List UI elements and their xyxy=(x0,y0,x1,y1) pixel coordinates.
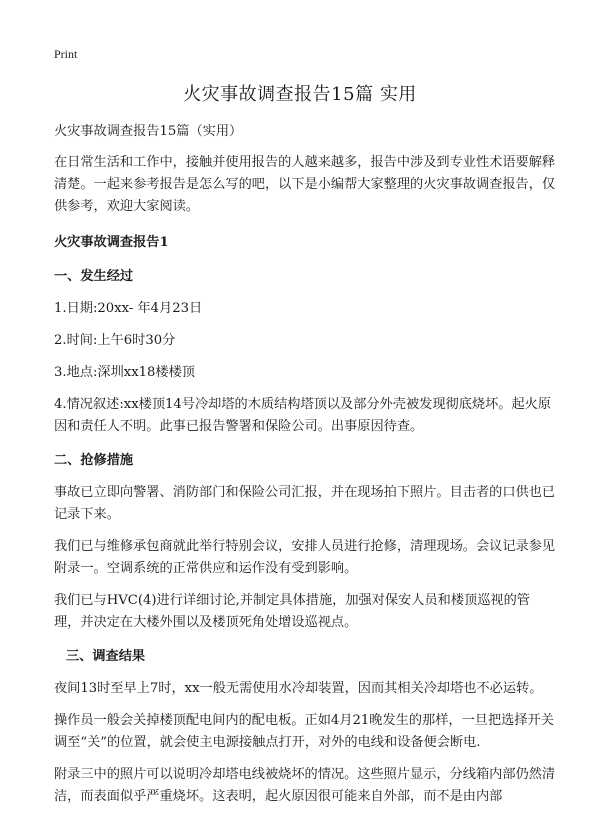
paragraph: 附录三中的照片可以说明冷却塔电线被烧坏的情况。这些照片显示，分线箱内部仍然清洁，而表面似乎严重烧坏。这表明，起火原因很可能来自外部，而不是由内部 xyxy=(54,767,556,804)
section-heading-repair: 二、抢修措施 xyxy=(54,453,134,468)
print-link[interactable]: Print xyxy=(54,47,78,61)
list-item: 4.情况叙述:xx楼顶14号冷却塔的木质结构塔顶以及部分外壳被发现彻底烧坏。起火原因和责任人不明。此事已报告警署和保险公司。出事原因待查。 xyxy=(54,397,552,434)
document-body xyxy=(54,121,556,818)
list-item: 3.地点:深圳xx18楼楼顶 xyxy=(54,365,195,380)
paragraph: 我们已与HVC(4)进行详细讨论,并制定具体措施，加强对保安人员和楼顶巡视的管理，并决定在大楼外围以及楼顶死角处增设巡视点。 xyxy=(54,593,530,630)
section-heading-findings: 三、调查结果 xyxy=(66,649,146,664)
paragraph: 事故已立即向警署、消防部门和保险公司汇报，并在现场拍下照片。目击者的口供也已记录下来。 xyxy=(54,485,556,522)
intro-paragraph: 在日常生活和工作中，接触并使用报告的人越来越多，报告中涉及到专业性术语要解释清楚。一起来参考报告是怎么写的吧，以下是小编帮大家整理的火灾事故调查报告，仅供参考，欢迎大家阅读。 xyxy=(54,155,556,214)
paragraph: 我们已与维修承包商就此举行特别会议，安排人员进行抢修，清理现场。会议记录参见附录一。空调系统的正常供应和运作没有受到影响。 xyxy=(54,539,556,576)
list-item: 2.时间:上午6时30分 xyxy=(54,333,176,348)
section-heading-occurrence: 一、发生经过 xyxy=(54,269,134,284)
document-title: 火灾事故调查报告15篇 实用 xyxy=(183,84,417,105)
document-subtitle: 火灾事故调查报告15篇（实用） xyxy=(54,124,243,139)
paragraph: 操作员一般会关掉楼顶配电间内的配电板。正如4月21晚发生的那样，一旦把选择开关调至“关”的位置，就会使主电源接触点打开，对外的电线和设备便会断电. xyxy=(54,713,554,750)
list-item: 1.日期:20xx- 年4月23日 xyxy=(54,301,203,316)
paragraph: 夜间13时至早上7时，xx一般无需使用水冷却装置，因而其相关冷却塔也不必运转。 xyxy=(54,681,543,696)
report-heading: 火灾事故调查报告1 xyxy=(54,235,169,250)
